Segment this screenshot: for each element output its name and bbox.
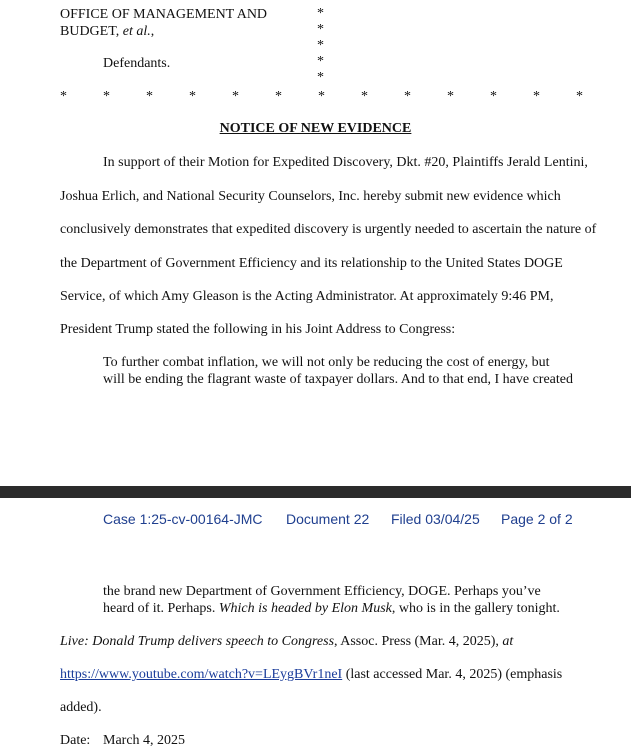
date-label: Date: (60, 733, 91, 748)
citation-accessed: (last accessed Mar. 4, 2025) (emphasis (342, 667, 563, 682)
date-value: March 4, 2025 (103, 733, 186, 748)
caption-star: * (317, 22, 324, 37)
caption-party-line2 (60, 24, 154, 40)
citation-line1 (60, 634, 513, 650)
caption-star: * (317, 54, 324, 69)
page-divider (0, 486, 631, 498)
caption-star: * (275, 89, 282, 104)
header-document: Document 22 (286, 511, 370, 527)
caption-star: * (361, 89, 368, 104)
caption-role: Defendants. (103, 56, 171, 71)
caption-party-line1: OFFICE OF MANAGEMENT AND (60, 7, 268, 22)
quote-cont-emphasis: Which is headed by Elon Musk (218, 601, 392, 616)
caption-star: * (318, 89, 325, 104)
body-line: Joshua Erlich, and National Security Counselors, Inc. hereby submit new evidence which (60, 189, 561, 204)
caption-star: * (189, 89, 196, 104)
citation-source: , Assoc. Press (Mar. 4, 2025), (334, 634, 503, 649)
caption-star: * (317, 6, 324, 21)
body-line: President Trump stated the following in his Joint Address to Congress: (60, 322, 456, 337)
caption-star: * (103, 89, 110, 104)
caption-star: * (232, 89, 239, 104)
header-page: Page 2 of 2 (501, 511, 573, 527)
caption-star: * (447, 89, 454, 104)
caption-star: * (533, 89, 540, 104)
caption-star: * (317, 38, 324, 53)
caption-et-al: et al. (122, 24, 151, 39)
body-line: Service, of which Amy Gleason is the Acting Administrator. At approximately 9:46 PM, (60, 289, 554, 304)
quote-cont-plain: heard of it. Perhaps. (103, 601, 219, 616)
citation-line2 (60, 667, 562, 683)
body-line: conclusively demonstrates that expedited discovery is urgently needed to ascertain the nature of (60, 222, 597, 237)
citation-line3: added). (60, 700, 102, 715)
caption-star: * (146, 89, 153, 104)
quote-cont-tail: , who is in the gallery tonight. (391, 601, 560, 616)
quote-line: To further combat inflation, we will not only be reducing the cost of energy, but (103, 355, 550, 370)
quote-cont-line1: the brand new Department of Government Efficiency, DOGE. Perhaps you’ve (103, 584, 541, 599)
caption-star: * (404, 89, 411, 104)
caption-party-name: BUDGET, (60, 24, 123, 39)
citation-at: at (502, 634, 514, 649)
document-title: NOTICE OF NEW EVIDENCE (219, 121, 412, 136)
caption-star: * (576, 89, 583, 104)
citation-title: Live: Donald Trump delivers speech to Congress (60, 634, 335, 649)
citation-url-link[interactable]: https://www.youtube.com/watch?v=LEygBVr1neI (60, 667, 343, 682)
caption-star: * (490, 89, 497, 104)
caption-star: * (317, 70, 324, 85)
caption-star: * (60, 89, 67, 104)
body-line: the Department of Government Efficiency and its relationship to the United States DOGE (60, 256, 563, 271)
caption-comma: , (150, 24, 155, 39)
header-filed: Filed 03/04/25 (391, 511, 480, 527)
quote-line: will be ending the flagrant waste of taxpayer dollars. And to that end, I have created (103, 372, 573, 387)
body-line: In support of their Motion for Expedited Discovery, Dkt. #20, Plaintiffs Jerald Lentini, (103, 155, 588, 170)
quote-cont-line2 (103, 601, 560, 617)
header-case-number: Case 1:25-cv-00164-JMC (103, 511, 263, 527)
